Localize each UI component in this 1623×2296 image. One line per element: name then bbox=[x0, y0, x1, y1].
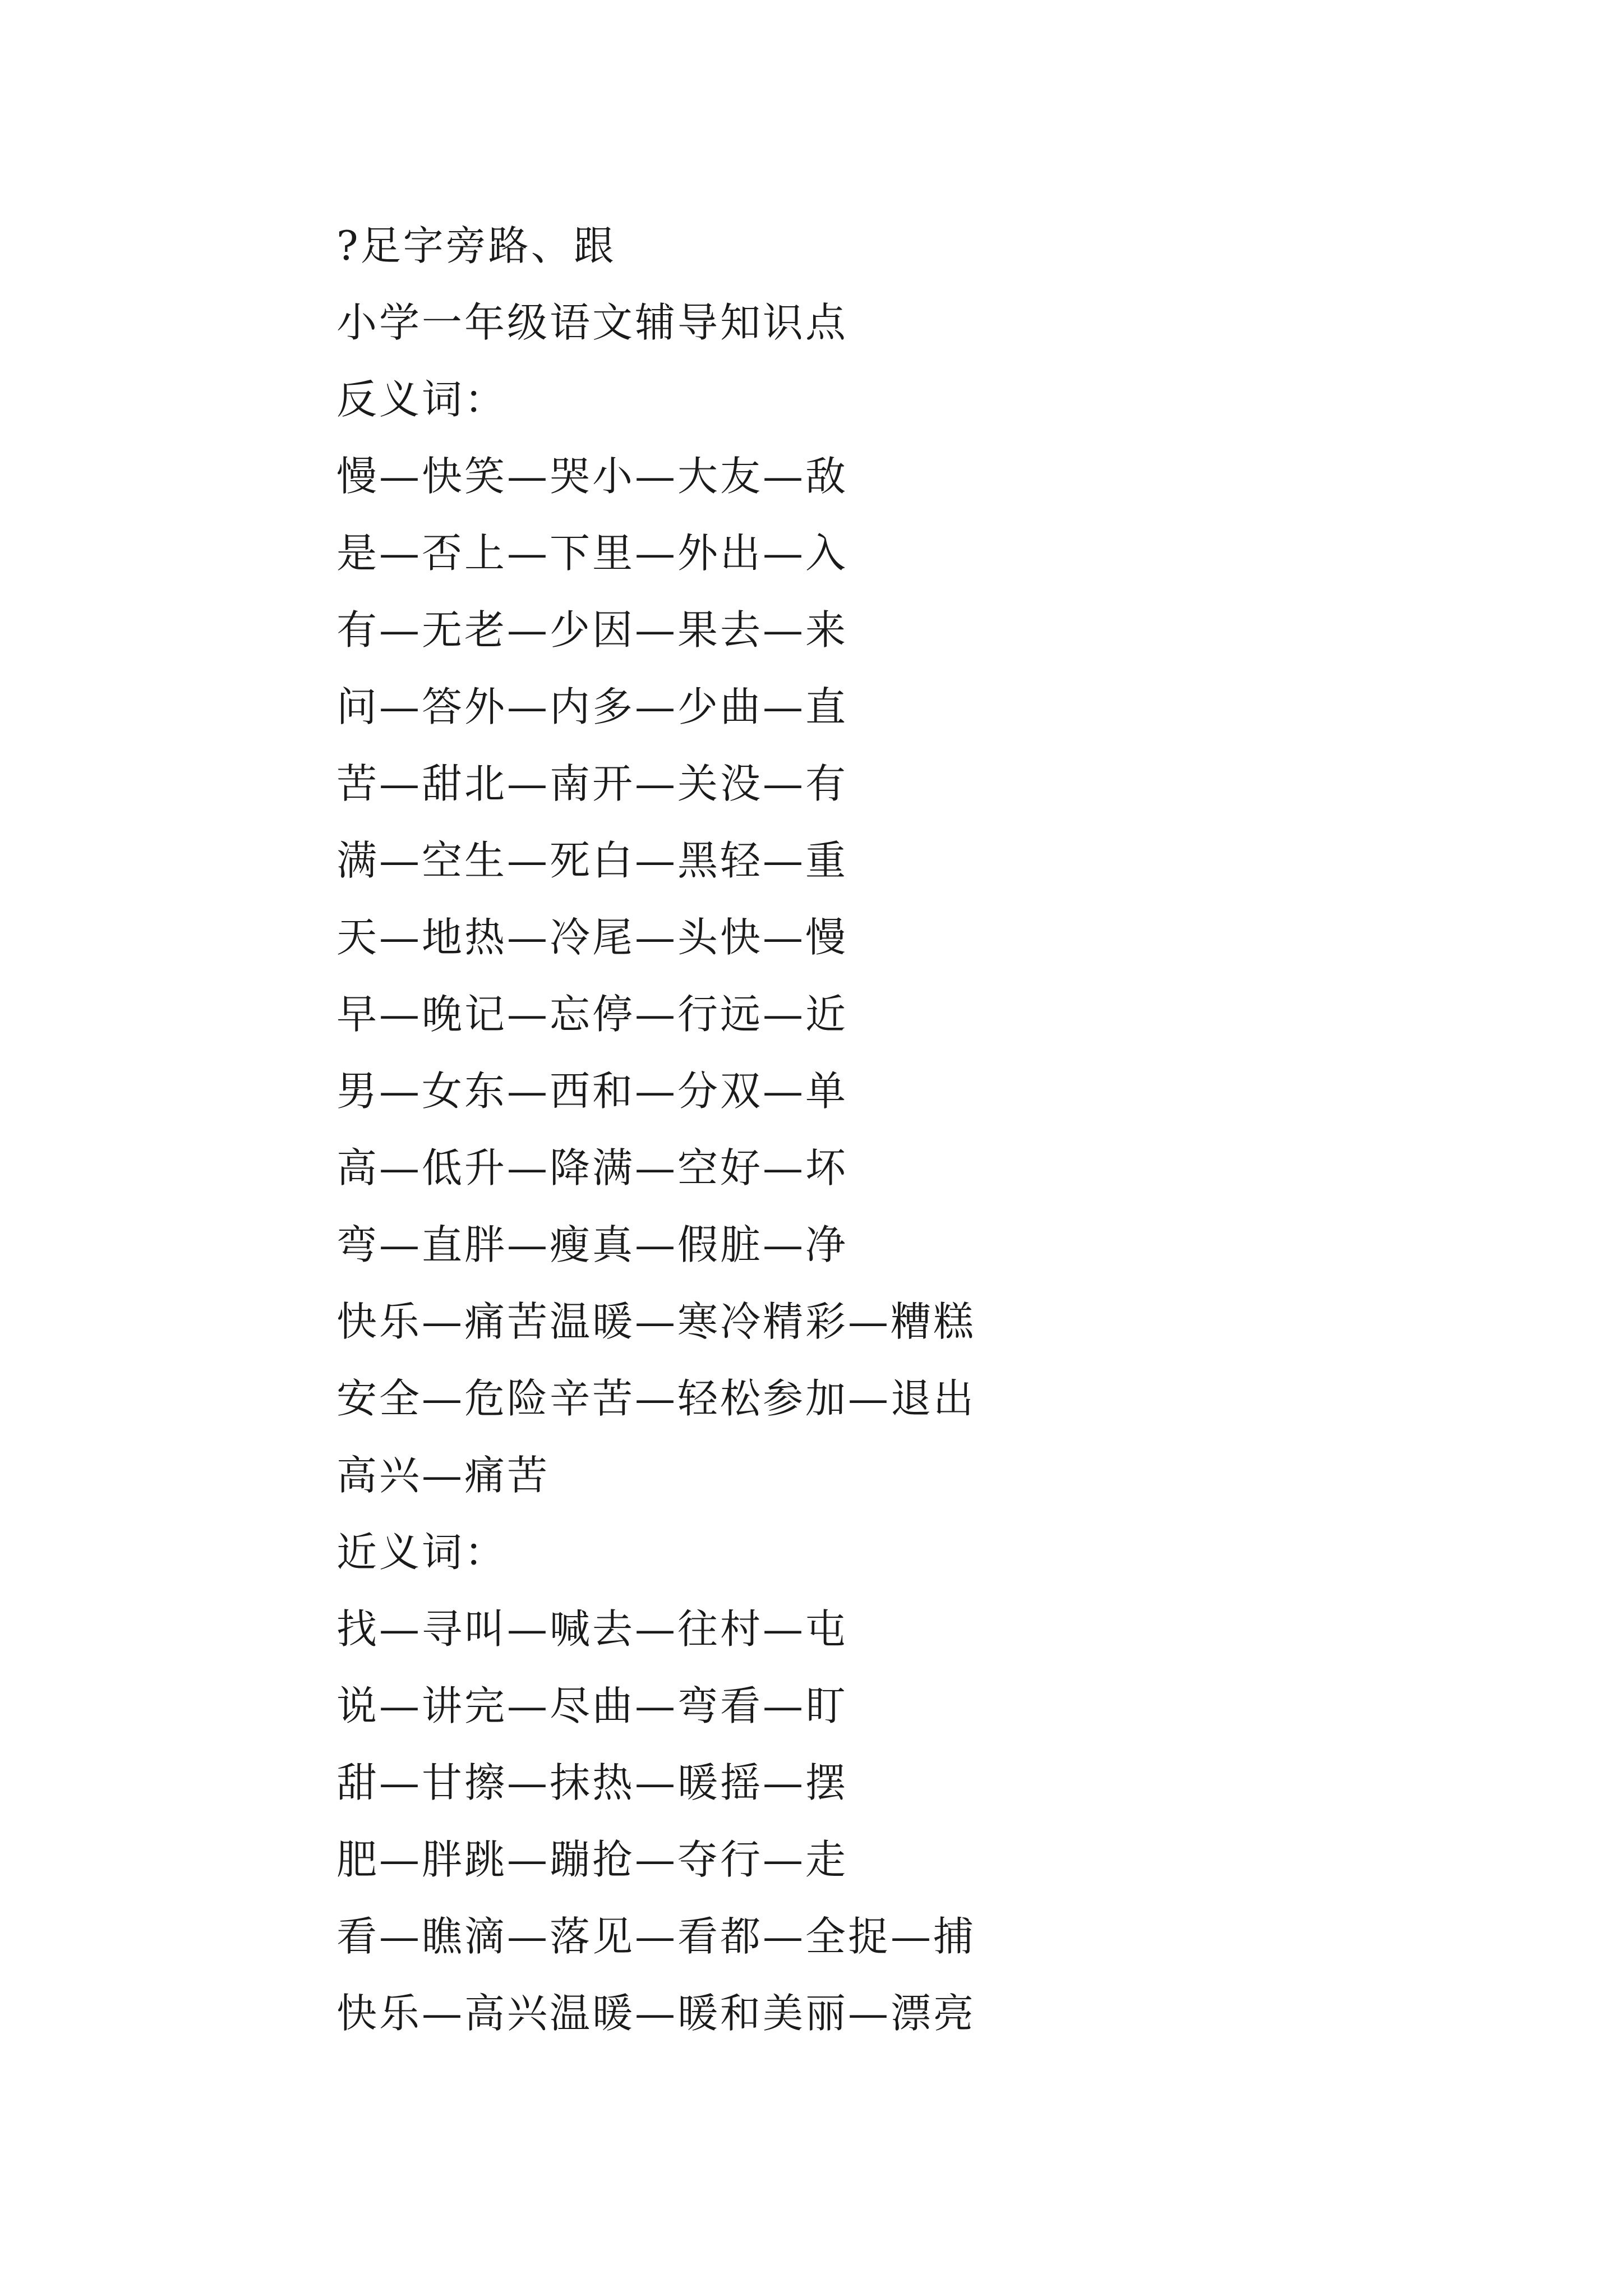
synonym-line: 快乐—高兴温暖—暖和美丽—漂亮 bbox=[336, 1990, 976, 2037]
antonym-line: 早—晚记—忘停—行远—近 bbox=[336, 991, 849, 1038]
antonym-line: 安全—危险辛苦—轻松参加—退出 bbox=[336, 1375, 976, 1422]
synonyms-heading: 近义词： bbox=[336, 1529, 508, 1576]
antonym-line: 满—空生—死白—黑轻—重 bbox=[336, 837, 849, 884]
synonym-line: 甜—甘擦—抹热—暖摇—摆 bbox=[336, 1759, 849, 1806]
antonym-line: 高兴—痛苦 bbox=[336, 1452, 550, 1499]
antonym-line: 高—低升—降满—空好—坏 bbox=[336, 1144, 849, 1191]
synonym-line: 说—讲完—尽曲—弯看—盯 bbox=[336, 1682, 849, 1729]
antonym-line: 弯—直胖—瘦真—假脏—净 bbox=[336, 1221, 849, 1268]
document-title: 小学一年级语文辅导知识点 bbox=[336, 299, 849, 346]
synonym-line: 找—寻叫—喊去—往村—屯 bbox=[336, 1605, 849, 1653]
synonym-line: 肥—胖跳—蹦抢—夺行—走 bbox=[336, 1836, 849, 1883]
antonym-line: 男—女东—西和—分双—单 bbox=[336, 1068, 849, 1115]
antonym-line: 有—无老—少因—果去—来 bbox=[336, 606, 849, 654]
antonym-line: 问—答外—内多—少曲—直 bbox=[336, 683, 849, 730]
antonym-line: 慢—快笑—哭小—大友—敌 bbox=[336, 453, 849, 500]
antonym-line: 快乐—痛苦温暖—寒冷精彩—糟糕 bbox=[336, 1298, 976, 1345]
antonyms-heading: 反义词： bbox=[336, 376, 508, 423]
antonym-line: 天—地热—冷尾—头快—慢 bbox=[336, 914, 849, 961]
antonym-line: 是—否上—下里—外出—入 bbox=[336, 530, 849, 577]
synonym-line: 看—瞧滴—落见—看都—全捉—捕 bbox=[336, 1913, 976, 1960]
document-body bbox=[336, 208, 1514, 2052]
header-line: ?足字旁路、跟 bbox=[336, 222, 616, 269]
antonym-line: 苦—甜北—南开—关没—有 bbox=[336, 760, 849, 807]
